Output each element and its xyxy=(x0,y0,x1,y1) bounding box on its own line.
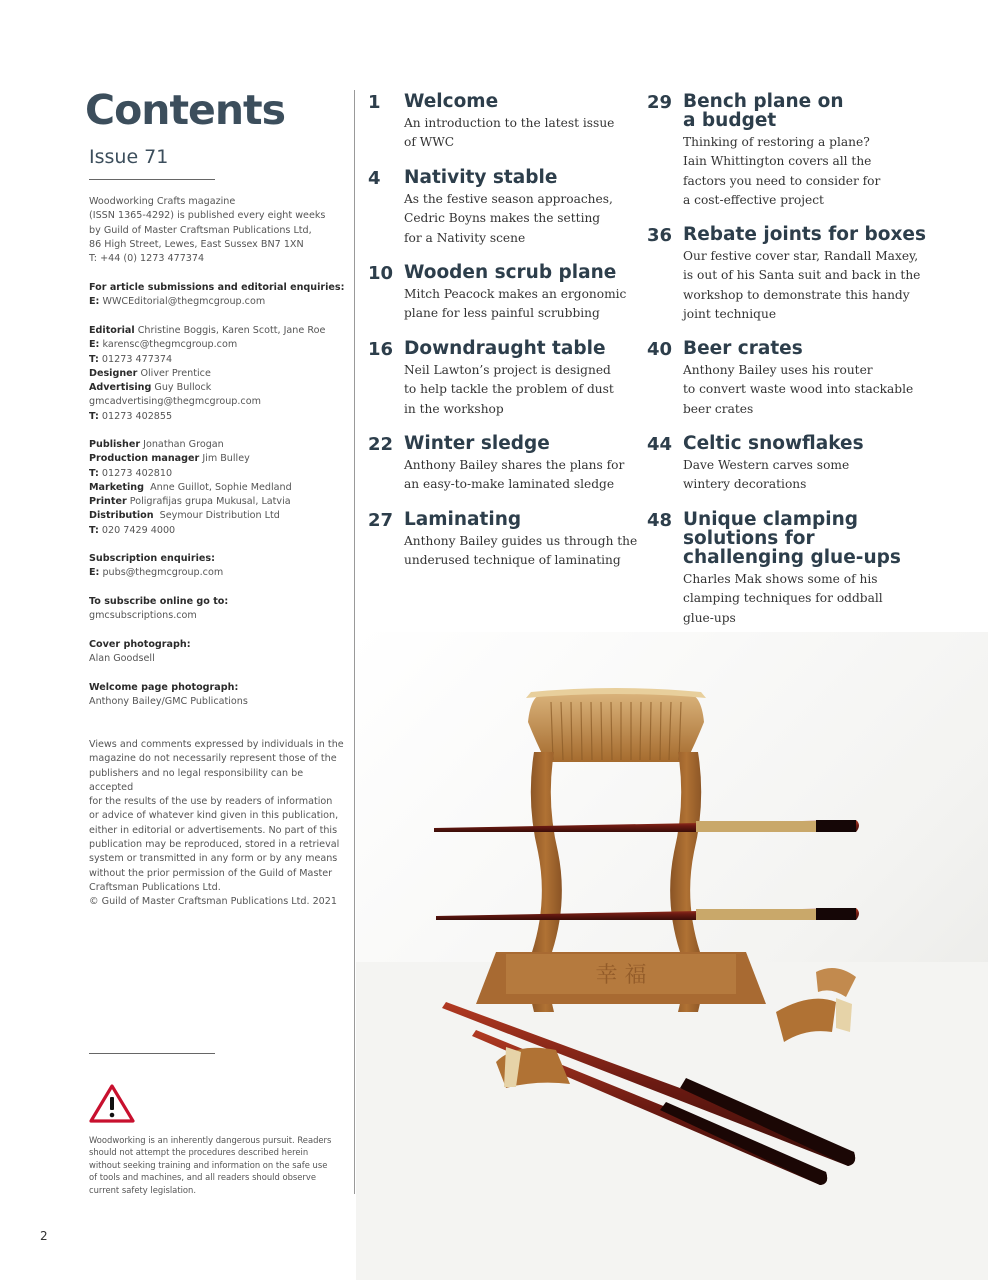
submissions-block: For article submissions and editorial enquiries: E: WWCEditorial@thegmcgroup.com xyxy=(89,282,345,308)
item-title: Bench plane on a budget xyxy=(683,91,844,131)
subscribe-online-block: To subscribe online go to: gmcsubscriptions.com xyxy=(89,596,229,622)
item-desc: An introduction to the latest issue of WWC xyxy=(404,116,615,150)
item-desc: Thinking of restoring a plane? Iain Whittington covers all the factors you need to consider for a cost-effective project xyxy=(683,135,881,207)
warning-icon xyxy=(89,1083,135,1123)
submissions-email[interactable]: WWCEditorial@thegmcgroup.com xyxy=(102,296,266,308)
editorial-email[interactable]: karensc@thegmcgroup.com xyxy=(102,339,238,351)
item-title: Winter sledge xyxy=(404,433,550,454)
issue-number: Issue 71 xyxy=(89,146,169,168)
item-desc: Anthony Bailey uses his router to convert waste wood into stackable beer crates xyxy=(683,363,914,416)
safety-notice: Woodworking is an inherently dangerous pursuit. Readers should not attempt the procedures described herein without seeking training and information on the safe use of tools and machines, and all readers should observe current safety legislation. xyxy=(89,1135,332,1195)
item-desc: Dave Western carves some wintery decorations xyxy=(683,458,850,492)
production-block: Publisher Jonathan Grogan Production manager Jim Bulley T: 01273 402810 Marketing Anne Guillot, Sophie Medland Printer Poligrafijas grupa Mukusal, Latvia Distribution Seymour Distribution Ltd T: 020 7429 4000 xyxy=(89,439,292,536)
item-title: Rebate joints for boxes xyxy=(683,224,926,245)
item-desc: Charles Mak shows some of his clamping techniques for oddball glue-ups xyxy=(683,572,883,625)
column-divider xyxy=(354,90,355,1194)
page-title: Contents xyxy=(85,86,286,134)
item-title: Unique clamping solutions for challenging glue-ups xyxy=(683,509,901,568)
subscribe-url[interactable]: gmcsubscriptions.com xyxy=(89,610,197,622)
disclaimer: Views and comments expressed by individuals in the magazine do not necessarily represent those of the publishers and no legal responsibility can be accepted for the results of the use by readers of information or advice of whatever kind given in this publication, either in editorial or advertisements. No part of this publication may be reproduced, stored in a retrieval system or transmitted in any form or by any means without the prior permission of the Guild of Master Craftsman Publications Ltd. © Guild of Master Craftsman Publications Ltd. 2021 xyxy=(89,739,344,908)
item-title: Nativity stable xyxy=(404,167,558,188)
item-title: Downdraught table xyxy=(404,338,606,359)
divider xyxy=(89,179,215,180)
divider xyxy=(89,1053,215,1054)
item-title: Wooden scrub plane xyxy=(404,262,617,283)
item-desc: Mitch Peacock makes an ergonomic plane for less painful scrubbing xyxy=(404,287,627,321)
item-desc: Neil Lawton’s project is designed to help tackle the problem of dust in the workshop xyxy=(404,363,614,416)
item-title: Laminating xyxy=(404,509,522,530)
welcome-photo-credit: Welcome page photograph: Anthony Bailey/GMC Publications xyxy=(89,682,248,708)
item-desc: Anthony Bailey guides us through the underused technique of laminating xyxy=(404,534,638,568)
subscription-email[interactable]: pubs@thegmcgroup.com xyxy=(102,567,224,579)
item-title: Celtic snowflakes xyxy=(683,433,864,454)
subscription-block: Subscription enquiries: E: pubs@thegmcgroup.com xyxy=(89,553,224,579)
item-desc: Anthony Bailey shares the plans for an easy-to-make laminated sledge xyxy=(404,458,625,492)
item-desc: Our festive cover star, Randall Maxey, is out of his Santa suit and back in the workshop to demonstrate this handy joint technique xyxy=(683,249,921,321)
page-number: 2 xyxy=(40,1229,48,1243)
staff-block: Editorial Christine Boggis, Karen Scott, Jane Roe E: karensc@thegmcgroup.com T: 01273 477374 Designer Oliver Prentice Advertising Guy Bullock gmcadvertising@thegmcgroup.com T: 01273 402855 xyxy=(89,325,326,422)
cover-photo-credit: Cover photograph: Alan Goodsell xyxy=(89,639,191,665)
svg-text:幸 福: 幸 福 xyxy=(595,963,647,988)
item-title: Beer crates xyxy=(683,338,803,359)
item-desc: As the festive season approaches, Cedric Boyns makes the setting for a Nativity scene xyxy=(404,192,613,245)
item-title: Welcome xyxy=(404,91,499,112)
advertising-email[interactable]: gmcadvertising@thegmcgroup.com xyxy=(89,396,261,408)
chopstick-rack-photo xyxy=(356,632,988,1280)
publisher-info: Woodworking Crafts magazine (ISSN 1365-4292) is published every eight weeks by Guild of Master Craftsman Publications Ltd, 86 High Street, Lewes, East Sussex BN7 1XN T: +44 (0) 1273 477374 xyxy=(89,196,326,265)
